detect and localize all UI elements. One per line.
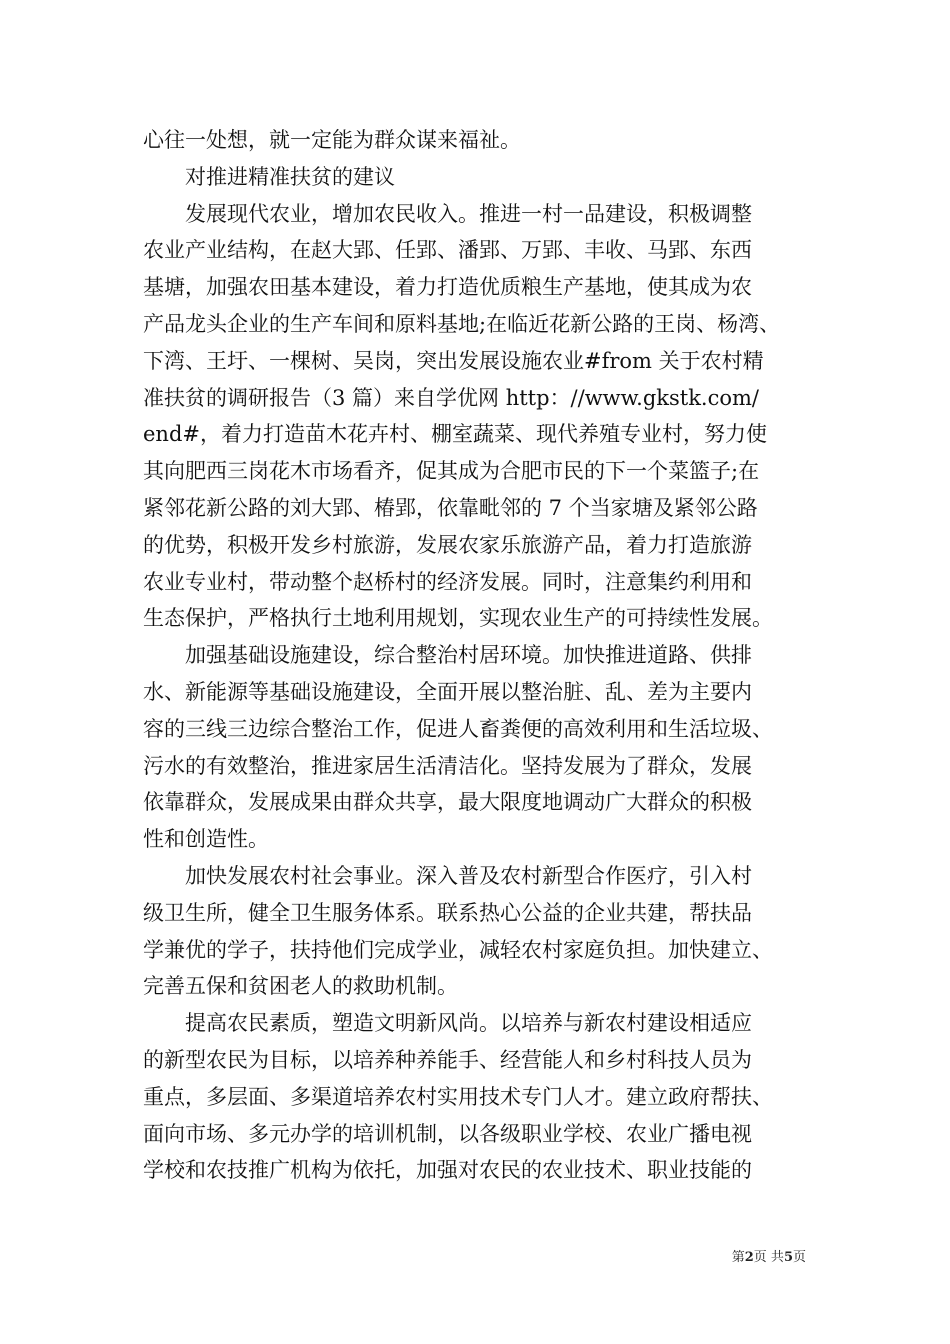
current-page-number: 2 xyxy=(744,1250,754,1265)
text-line: 依靠群众，发展成果由群众共享，最大限度地调动广大群众的积极 xyxy=(143,790,752,815)
text-line: 发展现代农业，增加农民收入。推进一村一品建设，积极调整 xyxy=(143,201,752,226)
text-line: 学兼优的学子，扶持他们完成学业，减轻农村家庭负担。加快建立、 xyxy=(143,937,773,962)
text-line: 重点，多层面、多渠道培养农村实用技术专门人才。建立政府帮扶、 xyxy=(143,1084,773,1109)
text-line: 性和创造性。 xyxy=(143,827,269,852)
text-line: 心往一处想，就一定能为群众谋来福祉。 xyxy=(143,128,521,152)
text-line: 产品龙头企业的生产车间和原料基地;在临近花新公路的王岗、杨湾、 xyxy=(143,311,781,336)
total-page-number: 5 xyxy=(783,1250,793,1265)
body-text xyxy=(143,122,815,1189)
text-line: 加强基础设施建设，综合整治村居环境。加快推进道路、供排 xyxy=(143,643,752,668)
text-line: 面向市场、多元办学的培训机制，以各级职业学校、农业广播电视 xyxy=(143,1121,752,1146)
text-line: 农业专业村，带动整个赵桥村的经济发展。同时，注意集约利用和 xyxy=(143,569,752,594)
footer-prefix: 第 xyxy=(731,1250,745,1265)
text-line: 水、新能源等基础设施建设，全面开展以整治脏、乱、差为主要内 xyxy=(143,679,752,704)
text-line: end#，着力打造苗木花卉村、棚室蔬菜、现代养殖专业村，努力使 xyxy=(143,422,767,447)
text-line: 级卫生所，健全卫生服务体系。联系热心公益的企业共建，帮扶品 xyxy=(143,900,752,925)
text-line: 下湾、王圩、一棵树、吴岗，突出发展设施农业#from 关于农村精 xyxy=(143,348,764,373)
text-line: 学校和农技推广机构为依托，加强对农民的农业技术、职业技能的 xyxy=(143,1158,752,1183)
text-line: 加快发展农村社会事业。深入普及农村新型合作医疗，引入村 xyxy=(143,863,752,888)
page-footer xyxy=(0,1250,950,1266)
text-line: 其向肥西三岗花木市场看齐，促其成为合肥市民的下一个菜篮子;在 xyxy=(143,459,760,484)
text-line: 生态保护，严格执行土地利用规划，实现农业生产的可持续性发展。 xyxy=(143,606,773,631)
text-line: 准扶贫的调研报告（3 篇）来自学优网 http：//www.gkstk.com/ xyxy=(143,385,759,410)
text-line: 污水的有效整治，推进家居生活清洁化。坚持发展为了群众，发展 xyxy=(143,753,752,778)
text-line: 的新型农民为目标，以培养种养能手、经营能人和乡村科技人员为 xyxy=(143,1047,752,1072)
text-line: 容的三线三边综合整治工作，促进人畜粪便的高效利用和生活垃圾、 xyxy=(143,716,773,741)
text-line: 农业产业结构，在赵大郢、任郢、潘郢、万郢、丰收、马郢、东西 xyxy=(143,238,752,263)
footer-suffix: 页 xyxy=(792,1250,806,1265)
footer-middle: 页 共 xyxy=(753,1250,784,1265)
text-line: 提高农民素质，塑造文明新风尚。以培养与新农村建设相适应 xyxy=(143,1011,752,1036)
text-line: 的优势，积极开发乡村旅游，发展农家乐旅游产品，着力打造旅游 xyxy=(143,532,752,557)
text-line: 基塘，加强农田基本建设，着力打造优质粮生产基地，使其成为农 xyxy=(143,275,752,300)
text-line: 紧邻花新公路的刘大郢、椿郢，依靠毗邻的 7 个当家塘及紧邻公路 xyxy=(143,495,758,520)
section-heading: 对推进精准扶贫的建议 xyxy=(143,164,395,189)
text-line: 完善五保和贫困老人的救助机制。 xyxy=(143,974,458,999)
